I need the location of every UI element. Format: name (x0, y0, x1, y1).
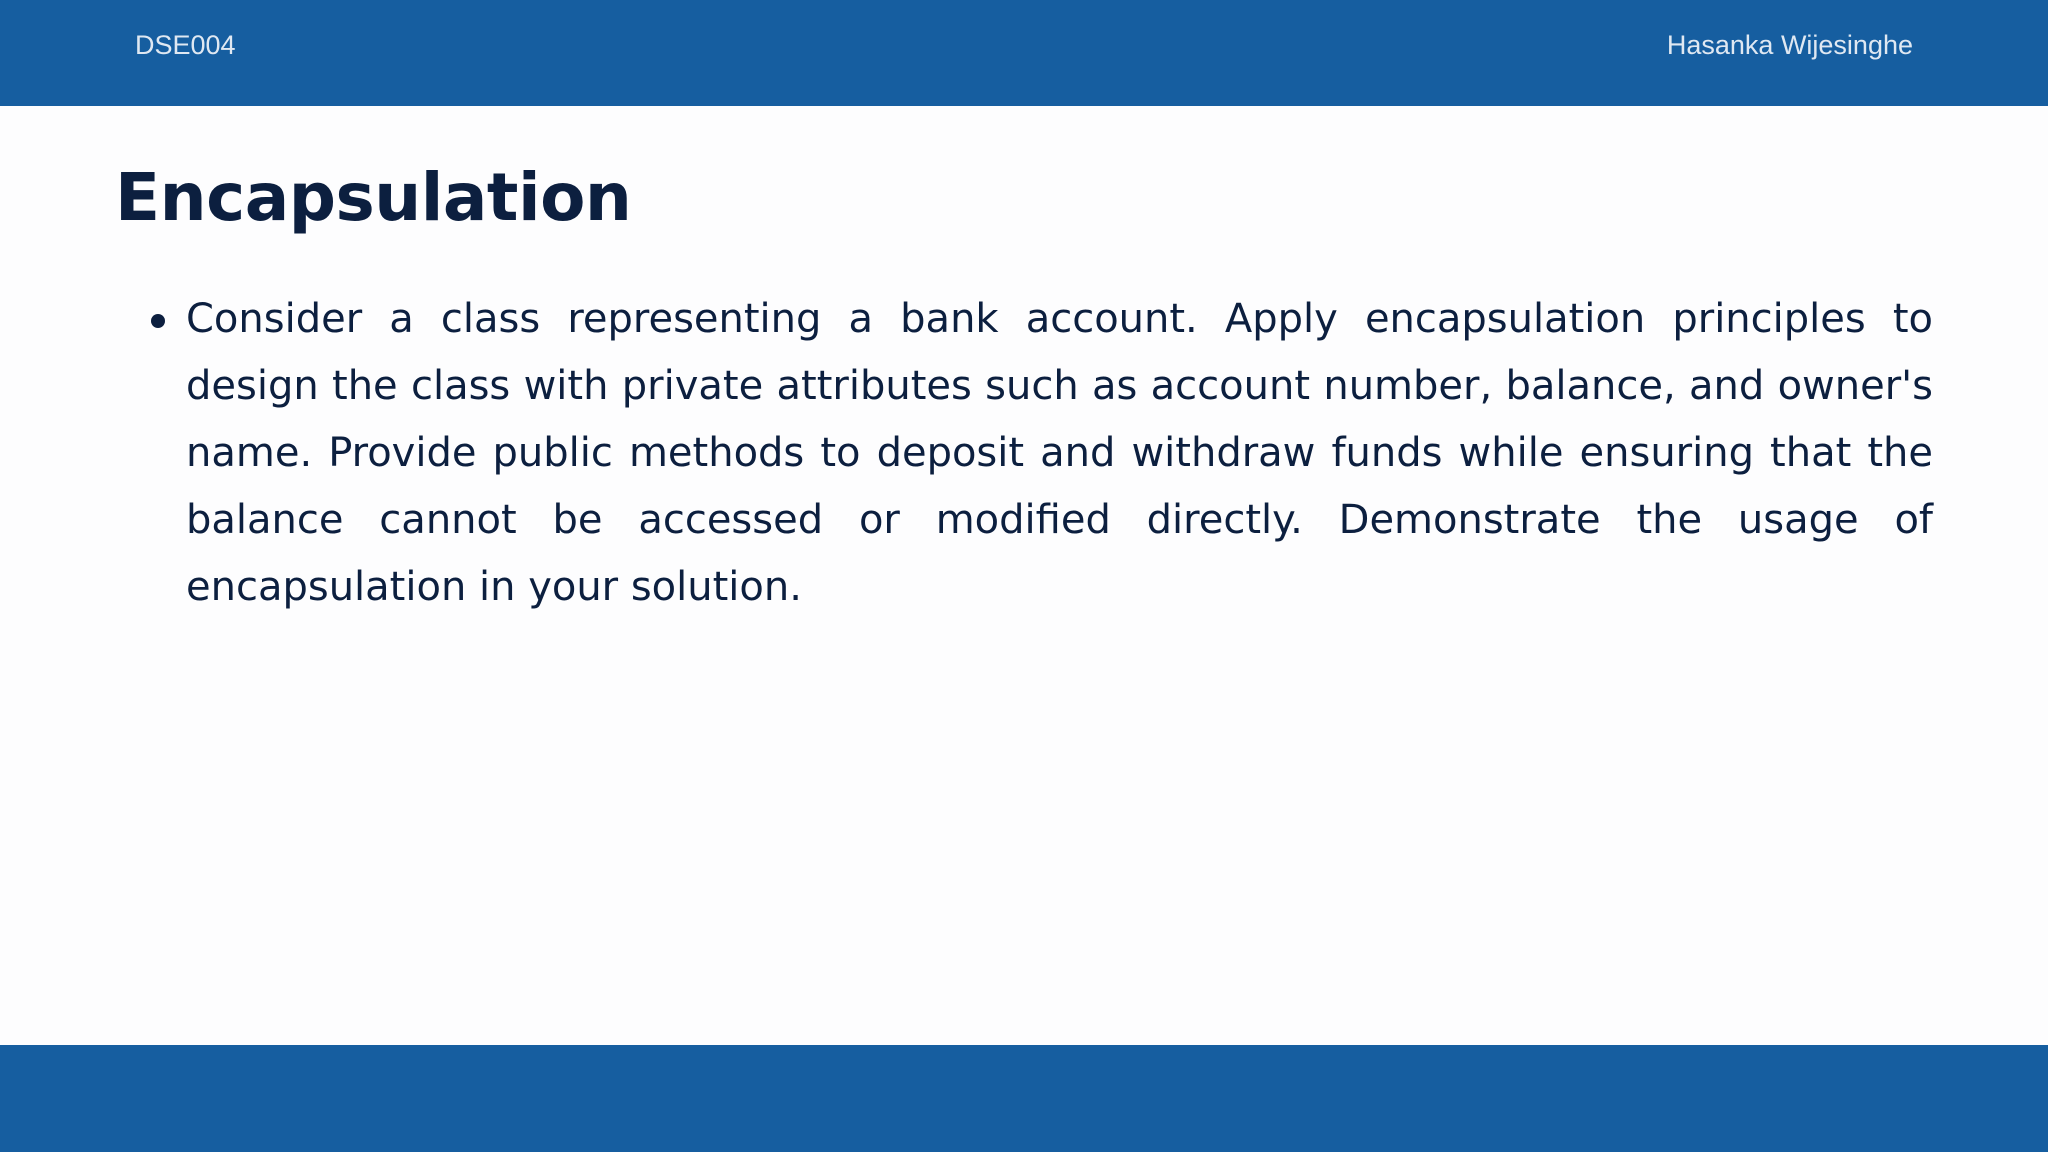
course-code: DSE004 (135, 30, 236, 60)
bullet-item (140, 286, 1933, 621)
footer-bar (0, 1045, 2048, 1152)
slide-title: Encapsulation (115, 159, 632, 236)
header-bar (0, 0, 2048, 106)
bullet-text: Consider a class representing a bank account. Apply encapsulation principles to design the class with private attributes such as account number, balance, and owner's name. Provide public methods to deposit and withdraw funds while ensuring that the balance cannot be accessed or modified directly. Demonstrate the usage of encapsulation in your solution. (186, 296, 1933, 610)
author-name: Hasanka Wijesinghe (1666, 30, 1913, 60)
bullet-list (140, 286, 1933, 621)
bullet-dot-icon (151, 314, 165, 328)
